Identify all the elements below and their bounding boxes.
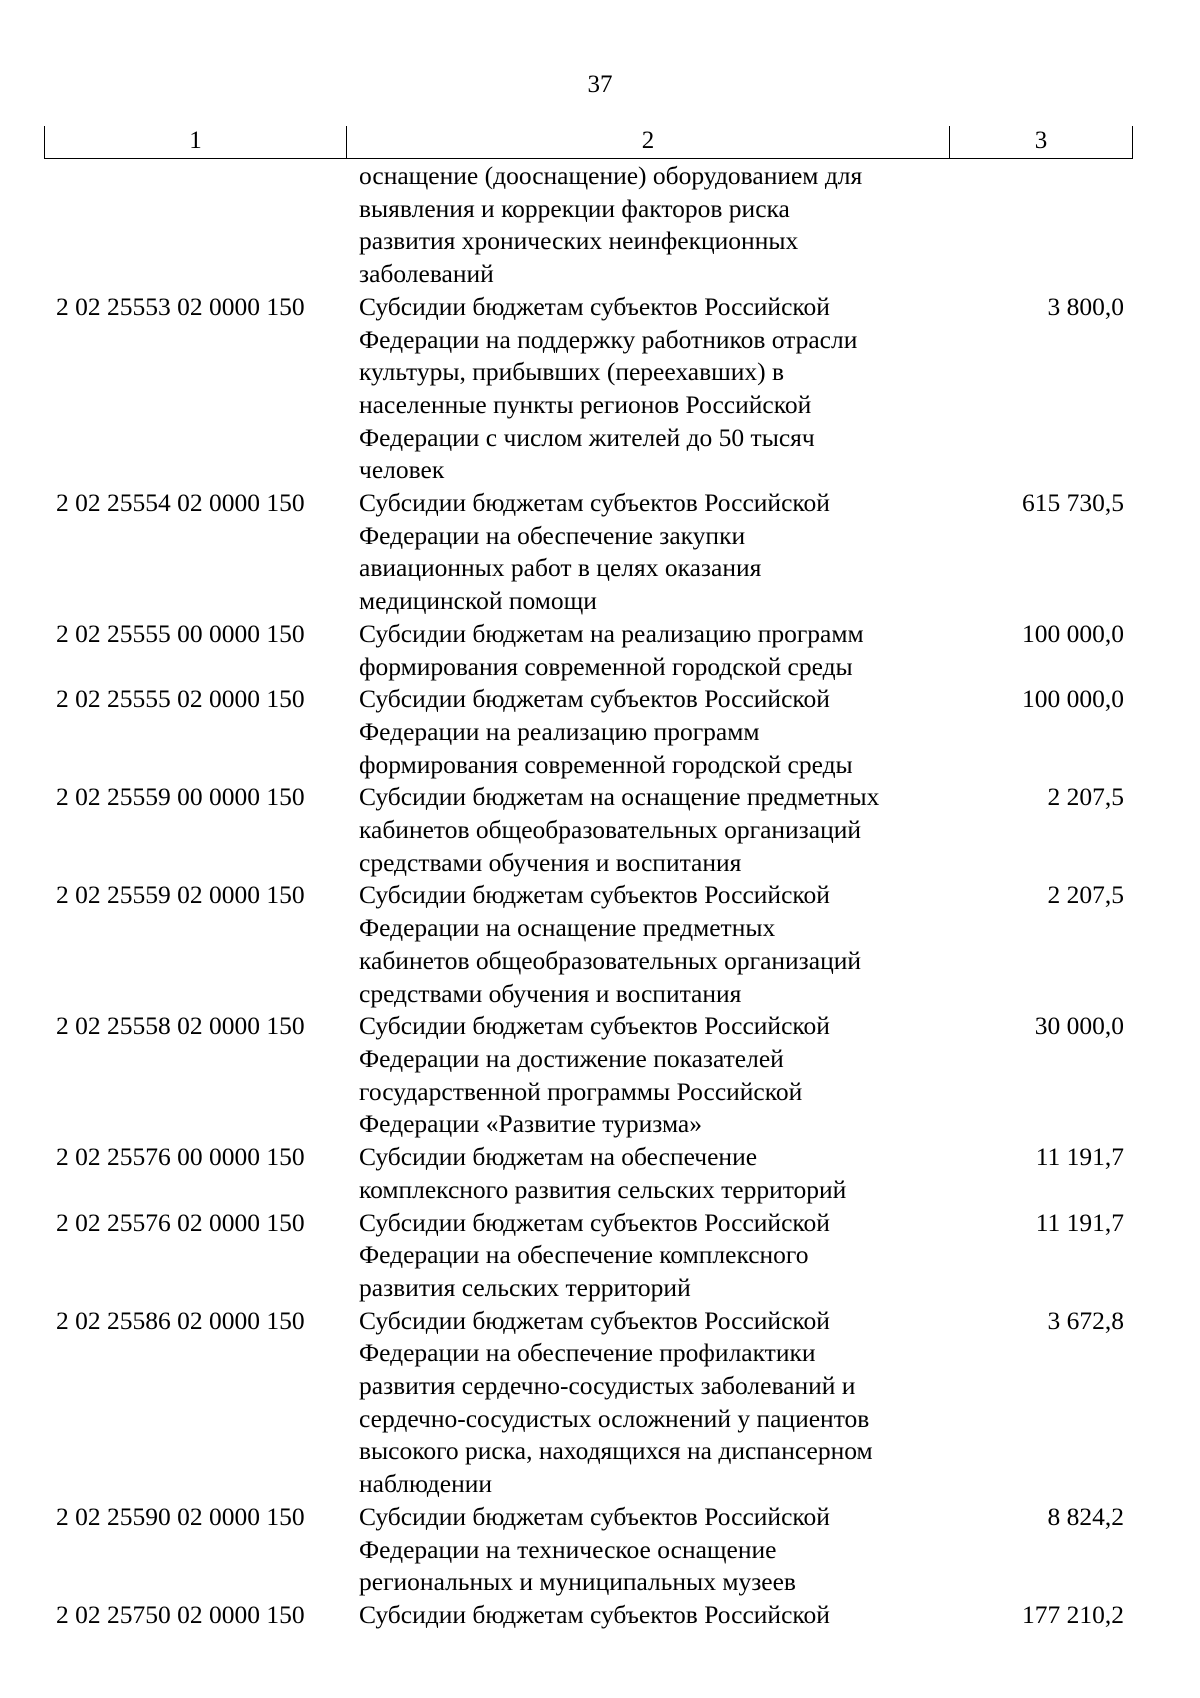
description-line: Федерации на обеспечение комплексного <box>359 1240 809 1270</box>
row-description <box>359 1305 949 1501</box>
row-code: 2 02 25555 02 0000 150 <box>56 684 305 714</box>
table-row <box>0 1207 1200 1305</box>
description-line: Субсидии бюджетам на реализацию программ <box>359 618 864 648</box>
row-amount: 11 191,7 <box>1035 1142 1124 1172</box>
description-line: Субсидии бюджетам субъектов Российской <box>359 1501 830 1531</box>
description-line: Федерации «Развитие туризма» <box>359 1109 702 1139</box>
description-line: развития хронических неинфекционных <box>359 226 799 256</box>
description-line: Федерации с числом жителей до 50 тысяч <box>359 422 815 452</box>
table-header <box>44 126 1133 159</box>
table-row <box>0 291 1200 487</box>
row-description <box>359 1010 949 1141</box>
description-line: выявления и коррекции факторов риска <box>359 193 790 223</box>
description-line: Субсидии бюджетам на оснащение предметных <box>359 782 880 812</box>
row-code: 2 02 25576 02 0000 150 <box>56 1207 305 1237</box>
description-line: Субсидии бюджетам субъектов Российской <box>359 684 830 714</box>
column-header-2: 2 <box>346 126 949 158</box>
description-line: формирования современной городской среды <box>359 749 853 779</box>
row-amount: 615 730,5 <box>1022 488 1124 518</box>
description-line: Федерации на поддержку работников отрасли <box>359 324 858 354</box>
description-line: региональных и муниципальных музеев <box>359 1567 796 1597</box>
row-amount: 3 672,8 <box>1047 1305 1124 1335</box>
description-line: Субсидии бюджетам субъектов Российской <box>359 1305 830 1335</box>
description-line: населенные пункты регионов Российской <box>359 389 812 419</box>
description-line: человек <box>359 455 445 485</box>
row-amount: 2 207,5 <box>1047 880 1124 910</box>
row-description <box>359 879 949 1010</box>
row-amount: 30 000,0 <box>1034 1011 1124 1041</box>
table-row <box>0 487 1200 618</box>
row-description <box>359 683 949 781</box>
column-header-1: 1 <box>44 126 346 158</box>
description-line: средствами обучения и воспитания <box>359 847 742 877</box>
row-code: 2 02 25750 02 0000 150 <box>56 1599 305 1629</box>
description-line: комплексного развития сельских территорий <box>359 1174 847 1204</box>
row-code: 2 02 25586 02 0000 150 <box>56 1305 305 1335</box>
row-description <box>359 1599 949 1632</box>
row-description <box>359 1501 949 1599</box>
description-line: наблюдении <box>359 1469 493 1499</box>
row-amount: 177 210,2 <box>1022 1599 1124 1629</box>
description-line: Субсидии бюджетам на обеспечение <box>359 1142 758 1172</box>
description-line: Федерации на реализацию программ <box>359 716 760 746</box>
row-code: 2 02 25554 02 0000 150 <box>56 488 305 518</box>
row-description <box>359 781 949 879</box>
description-line: культуры, прибывших (переехавших) в <box>359 357 785 387</box>
row-code: 2 02 25555 00 0000 150 <box>56 618 305 648</box>
row-code: 2 02 25553 02 0000 150 <box>56 291 305 321</box>
description-line: Субсидии бюджетам субъектов Российской <box>359 1207 830 1237</box>
description-line: медицинской помощи <box>359 586 597 616</box>
table-row <box>0 781 1200 879</box>
description-line: развития сельских территорий <box>359 1272 691 1302</box>
table-row <box>0 683 1200 781</box>
description-line: Федерации на обеспечение профилактики <box>359 1338 816 1368</box>
row-description <box>359 1207 949 1305</box>
row-description <box>359 160 949 291</box>
description-line: развития сердечно-сосудистых заболеваний и <box>359 1371 856 1401</box>
row-code: 2 02 25559 02 0000 150 <box>56 880 305 910</box>
description-line: Субсидии бюджетам субъектов Российской <box>359 291 830 321</box>
description-line: Федерации на достижение показателей <box>359 1043 784 1073</box>
description-line: Субсидии бюджетам субъектов Российской <box>359 488 830 518</box>
row-amount: 100 000,0 <box>1022 618 1124 648</box>
description-line: высокого риска, находящихся на диспансерном <box>359 1436 873 1466</box>
row-code: 2 02 25590 02 0000 150 <box>56 1501 305 1531</box>
table-body <box>0 160 1200 1632</box>
description-line: Федерации на обеспечение закупки <box>359 520 746 550</box>
row-amount: 2 207,5 <box>1047 782 1124 812</box>
table-row <box>0 160 1200 291</box>
description-line: средствами обучения и воспитания <box>359 978 742 1008</box>
description-line: формирования современной городской среды <box>359 651 853 681</box>
description-line: оснащение (дооснащение) оборудованием для <box>359 161 863 190</box>
table-row <box>0 618 1200 683</box>
row-description <box>359 291 949 487</box>
table-row <box>0 1141 1200 1206</box>
page-number: 37 <box>587 71 613 98</box>
row-amount: 3 800,0 <box>1047 291 1124 321</box>
row-code: 2 02 25558 02 0000 150 <box>56 1011 305 1041</box>
row-description <box>359 487 949 618</box>
row-description <box>359 1141 949 1206</box>
column-header-3: 3 <box>949 126 1133 158</box>
description-line: Субсидии бюджетам субъектов Российской <box>359 1011 830 1041</box>
row-code: 2 02 25559 00 0000 150 <box>56 782 305 812</box>
description-line: кабинетов общеобразовательных организаций <box>359 945 862 975</box>
table-row <box>0 1010 1200 1141</box>
description-line: кабинетов общеобразовательных организаций <box>359 815 862 845</box>
row-amount: 11 191,7 <box>1035 1207 1124 1237</box>
description-line: государственной программы Российской <box>359 1076 803 1106</box>
description-line: Субсидии бюджетам субъектов Российской <box>359 880 830 910</box>
table-row <box>0 1305 1200 1501</box>
row-amount: 8 824,2 <box>1047 1501 1124 1531</box>
description-line: сердечно-сосудистых осложнений у пациентов <box>359 1403 870 1433</box>
row-amount: 100 000,0 <box>1022 684 1124 714</box>
table-row <box>0 1599 1200 1632</box>
table-row <box>0 1501 1200 1599</box>
description-line: Федерации на оснащение предметных <box>359 913 776 943</box>
row-description <box>359 618 949 683</box>
description-line: заболеваний <box>359 259 494 289</box>
description-line: Федерации на техническое оснащение <box>359 1534 777 1564</box>
row-code: 2 02 25576 00 0000 150 <box>56 1142 305 1172</box>
table-row <box>0 879 1200 1010</box>
description-line: Субсидии бюджетам субъектов Российской <box>359 1599 830 1629</box>
description-line: авиационных работ в целях оказания <box>359 553 762 583</box>
